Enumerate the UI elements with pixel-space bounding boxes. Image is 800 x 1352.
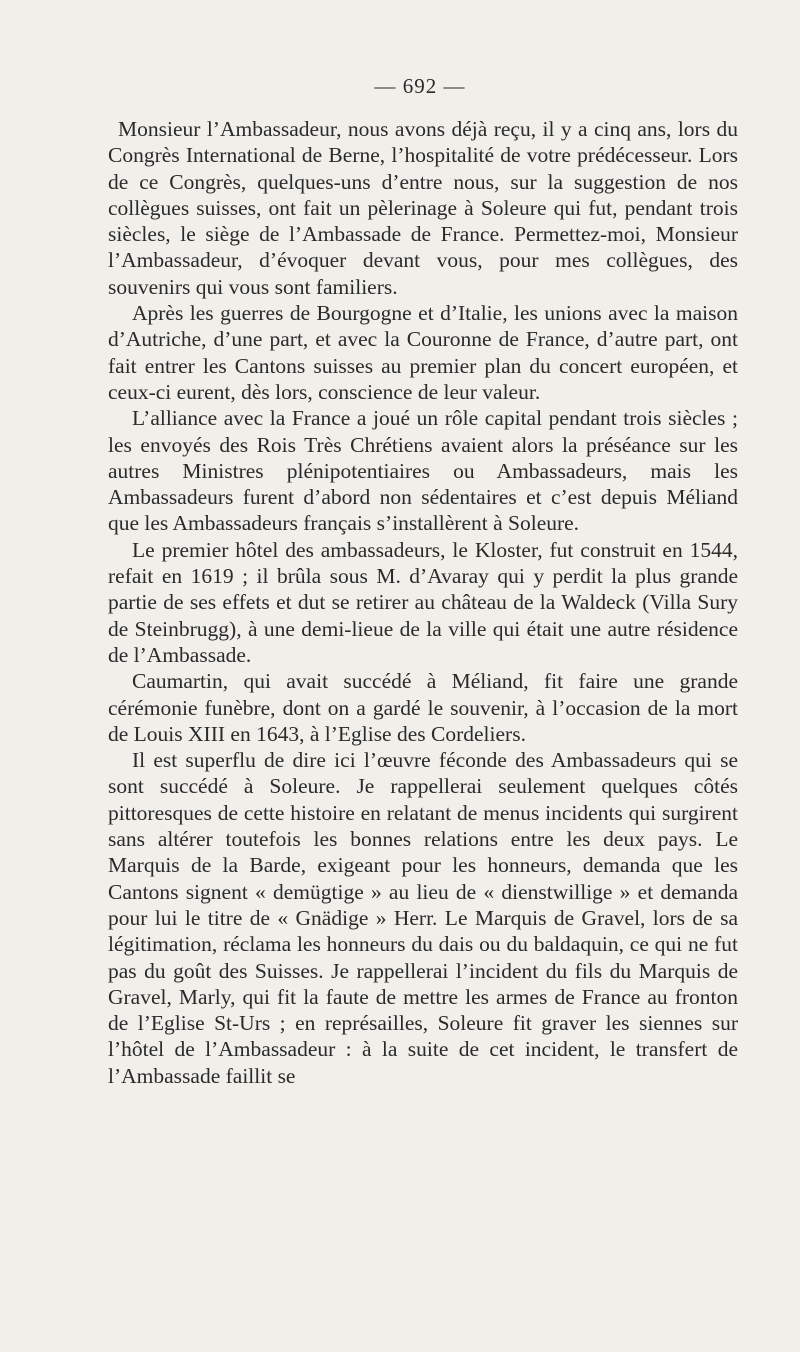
paragraph-2: Après les guerres de Bourgogne et d’Italie, les unions avec la maison d’Autriche, d’une part, et avec la Couronne de France, d’autre part, ont fait entrer les Cantons suisses au premier plan du concert européen, et ceux-ci eurent, dès lors, conscience de leur valeur. [108, 301, 738, 404]
body-text [108, 116, 738, 1089]
paragraph-5: Caumartin, qui avait succédé à Méliand, fit faire une grande cérémonie funèbre, dont on a gardé le souvenir, à l’occasion de la mort de Louis XIII en 1643, à l’Eglise des Cordeliers. [108, 669, 738, 746]
paragraph-3: L’alliance avec la France a joué un rôle capital pendant trois siècles ; les envoyés des Rois Très Chrétiens avaient alors la préséance sur les autres Ministres plénipotentiaires ou Ambassadeurs, mais les Ambassadeurs furent d’abord non sédentaires et c’est depuis Méliand que les Ambassadeurs français s’installèrent à Soleure. [108, 406, 738, 536]
paragraph-4: Le premier hôtel des ambassadeurs, le Kloster, fut construit en 1544, refait en 1619 ; il brûla sous M. d’Avaray qui y perdit la plus grande partie de ses effets et dut se retirer au château de la Waldeck (Villa Sury de Steinbrugg), à une demi-lieue de la ville qui était une autre résidence de l’Ambassade. [108, 537, 738, 667]
paragraph-6: Il est superflu de dire ici l’œuvre féconde des Ambassadeurs qui se sont succédé à Soleure. Je rappellerai seulement quelques côtés pittoresques de cette histoire en relatant de menus incidents qui surgirent sans altérer toutefois les bonnes relations entre les deux pays. Le Marquis de la Barde, exigeant pour les honneurs, demanda que les Cantons signent « demügtige » au lieu de « dienstwillige » et demanda pour lui le titre de « Gnädige » Herr. Le Marquis de Gravel, lors de sa légitimation, réclama les honneurs du dais ou du baldaquin, ce qui ne fut pas du goût des Suisses. Je rappellerai l’incident du fils du Marquis de Gravel, Marly, qui fit la faute de mettre les armes de France au fronton de l’Eglise St-Urs ; en représailles, Soleure fit graver les siennes sur l’hôtel de l’Ambassadeur : à la suite de cet incident, le transfert de l’Ambassade faillit se [108, 748, 738, 1088]
page-number: — 692 — [374, 74, 466, 98]
paragraph-1: Monsieur l’Ambassadeur, nous avons déjà reçu, il y a cinq ans, lors du Congrès International de Berne, l’hospitalité de votre prédécesseur. Lors de ce Congrès, quelques-uns d’entre nous, sur la suggestion de nos collègues suisses, ont fait un pèlerinage à Soleure qui fut, pendant trois siècles, le siège de l’Ambassade de France. Permettez-moi, Monsieur l’Ambassadeur, d’évoquer devant vous, pour mes collègues, des souvenirs qui vous sont familiers. [108, 117, 738, 299]
